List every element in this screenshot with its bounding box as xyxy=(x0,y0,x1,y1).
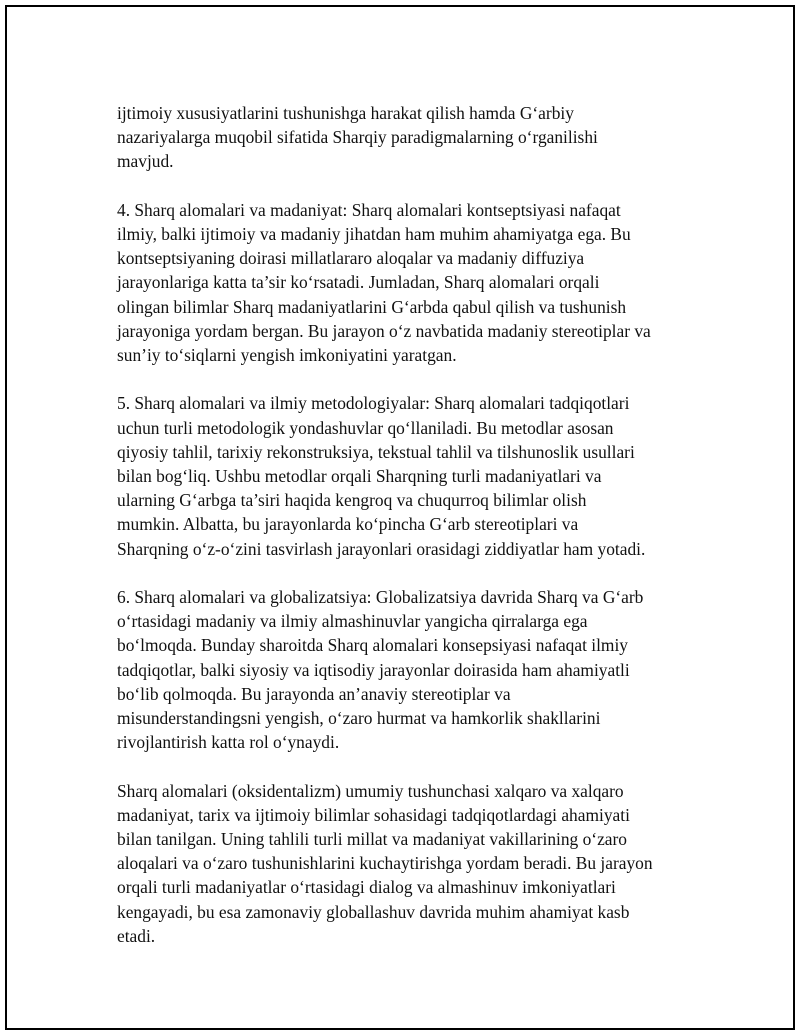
text-line: orqali turli madaniyatlar o‘rtasidagi dialog va almashinuv imkoniyatlari xyxy=(117,877,616,898)
text-line: mumkin. Albatta, bu jarayonlarda ko‘pincha G‘arb stereotiplari va xyxy=(117,514,579,535)
text-line: Sharqning o‘z-o‘zini tasvirlash jarayonlari orasidagi ziddiyatlar ham yotadi. xyxy=(117,538,646,559)
text-line: sun’iy to‘siqlarni yengish imkoniyatini yaratgan. xyxy=(117,345,457,366)
text-line: bilan tanilgan. Uning tahlili turli millat va madaniyat vakillarining o‘zaro xyxy=(117,829,627,850)
text-line: qiyosiy tahlil, tarixiy rekonstruksiya, tekstual tahlil va tilshunoslik usullari xyxy=(117,441,635,462)
text-line: 6. Sharq alomalari va globalizatsiya: Globalizatsiya davrida Sharq va G‘arb xyxy=(117,587,644,608)
text-line: kontseptsiyaning doirasi millatlararo aloqalar va madaniy diffuziya xyxy=(117,248,585,269)
text-line: o‘rtasidagi madaniy va ilmiy almashinuvlar yangicha qirralarga ega xyxy=(117,611,588,632)
paragraph-conclusion xyxy=(117,779,707,948)
text-line: ularning G‘arbga ta’siri haqida kengroq va chuqurroq bilimlar olish xyxy=(117,490,587,511)
text-line: jarayonlariga katta ta’sir ko‘rsatadi. Jumladan, Sharq alomalari orqali xyxy=(117,272,600,293)
text-line: ilmiy, balki ijtimoiy va madaniy jihatdan ham muhim ahamiyatga ega. Bu xyxy=(117,224,631,244)
text-line: olingan bilimlar Sharq madaniyatlarini G‘arbda qabul qilish va tushunish xyxy=(117,296,627,317)
text-line: bo‘lmoqda. Bunday sharoitda Sharq alomalari konsepsiyasi nafaqat ilmiy xyxy=(117,635,628,656)
text-line: rivojlantirish katta rol o‘ynaydi. xyxy=(117,732,340,753)
paragraph-section-4 xyxy=(117,198,707,367)
text-line: tadqiqotlar, balki siyosiy va iqtisodiy jarayonlar doirasida ham ahamiyatli xyxy=(117,659,630,680)
document-body xyxy=(117,101,707,972)
text-line: bo‘lib qolmoqda. Bu jarayonda an’anaviy stereotiplar va xyxy=(117,683,511,704)
paragraph-intro-continuation xyxy=(117,101,707,174)
page-frame xyxy=(5,5,795,1030)
text-line: nazariyalarga muqobil sifatida Sharqiy paradigmalarning o‘rganilishi xyxy=(117,127,598,148)
text-line: etadi. xyxy=(117,925,156,946)
text-line: 4. Sharq alomalari va madaniyat: Sharq alomalari kontseptsiyasi nafaqat xyxy=(117,199,621,220)
text-line: aloqalari va o‘zaro tushunishlarini kuchaytirishga yordam beradi. Bu jarayon xyxy=(117,853,653,874)
text-line: kengayadi, bu esa zamonaviy globallashuv davrida muhim ahamiyat kasb xyxy=(117,901,630,922)
paragraph-section-5 xyxy=(117,391,707,560)
text-line: Sharq alomalari (oksidentalizm) umumiy tushunchasi xalqaro va xalqaro xyxy=(117,780,624,801)
paragraph-section-6 xyxy=(117,585,707,754)
text-line: 5. Sharq alomalari va ilmiy metodologiyalar: Sharq alomalari tadqiqotlari xyxy=(117,393,630,414)
text-line: mavjud. xyxy=(117,151,174,172)
text-line: madaniyat, tarix va ijtimoiy bilimlar sohasidagi tadqiqotlardagi ahamiyati xyxy=(117,804,630,825)
text-line: bilan bog‘liq. Ushbu metodlar orqali Sharqning turli madaniyatlari va xyxy=(117,466,602,487)
text-line: uchun turli metodologik yondashuvlar qo‘llaniladi. Bu metodlar asosan xyxy=(117,417,614,438)
text-line: jarayoniga yordam bergan. Bu jarayon o‘z navbatida madaniy stereotiplar va xyxy=(117,320,651,341)
text-line: ijtimoiy xususiyatlarini tushunishga harakat qilish hamda G‘arbiy xyxy=(117,103,574,123)
text-line: misunderstandingsni yengish, o‘zaro hurmat va hamkorlik shakllarini xyxy=(117,708,601,729)
